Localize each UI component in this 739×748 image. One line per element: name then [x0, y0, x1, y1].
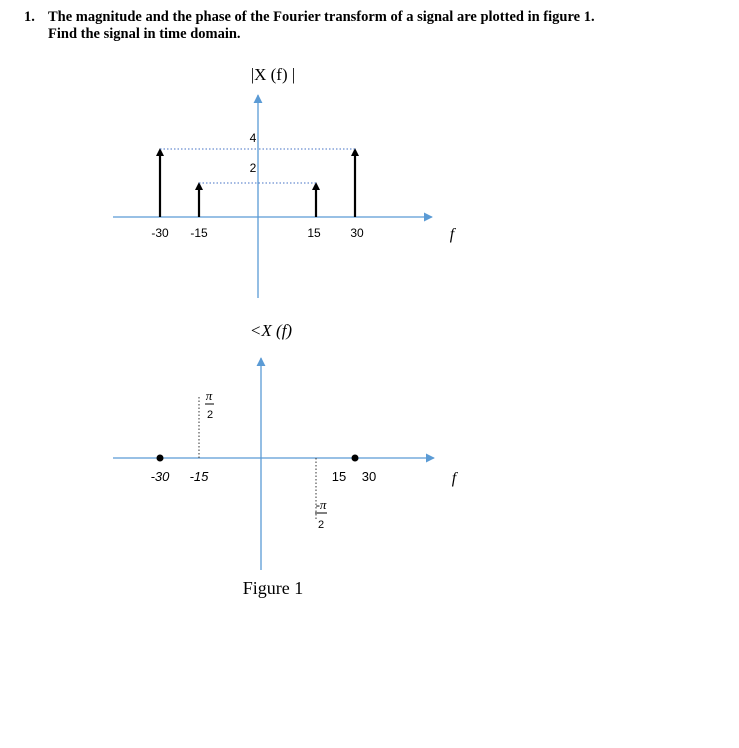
phase-pos-label-den: 2	[206, 409, 214, 421]
figure-caption: Figure 1	[242, 578, 304, 598]
magnitude-x-label: f	[449, 226, 455, 243]
phase-x-tick-30: 30	[361, 469, 377, 484]
magnitude-y-tick-4: 4	[249, 131, 257, 145]
question-number: 1.	[24, 9, 35, 25]
magnitude-x-tick-15: 15	[307, 226, 321, 240]
phase-x-tick-15: 15	[331, 469, 347, 484]
phase-x-tick-neg30: -30	[150, 469, 170, 484]
magnitude-y-tick-2: 2	[249, 161, 257, 175]
magnitude-x-tick-neg15: -15	[190, 226, 208, 240]
magnitude-x-tick-neg30: -30	[151, 226, 169, 240]
phase-point-3	[352, 455, 359, 462]
phase-x-label: f	[451, 470, 457, 487]
phase-point-0	[157, 455, 164, 462]
question-line-2: Find the signal in time domain.	[48, 26, 241, 42]
question-line-1: The magnitude and the phase of the Fourier transform of a signal are plotted in figure 1.	[48, 9, 595, 25]
magnitude-x-tick-30: 30	[350, 226, 364, 240]
magnitude-title: |X (f) |	[250, 65, 296, 84]
phase-neg-label-num: -π	[315, 497, 327, 512]
phase-x-tick-neg15: -15	[189, 469, 209, 484]
phase-neg-label-den: 2	[317, 519, 325, 531]
phase-title: <X (f)	[249, 321, 293, 340]
phase-pos-label-num: π	[205, 388, 213, 403]
